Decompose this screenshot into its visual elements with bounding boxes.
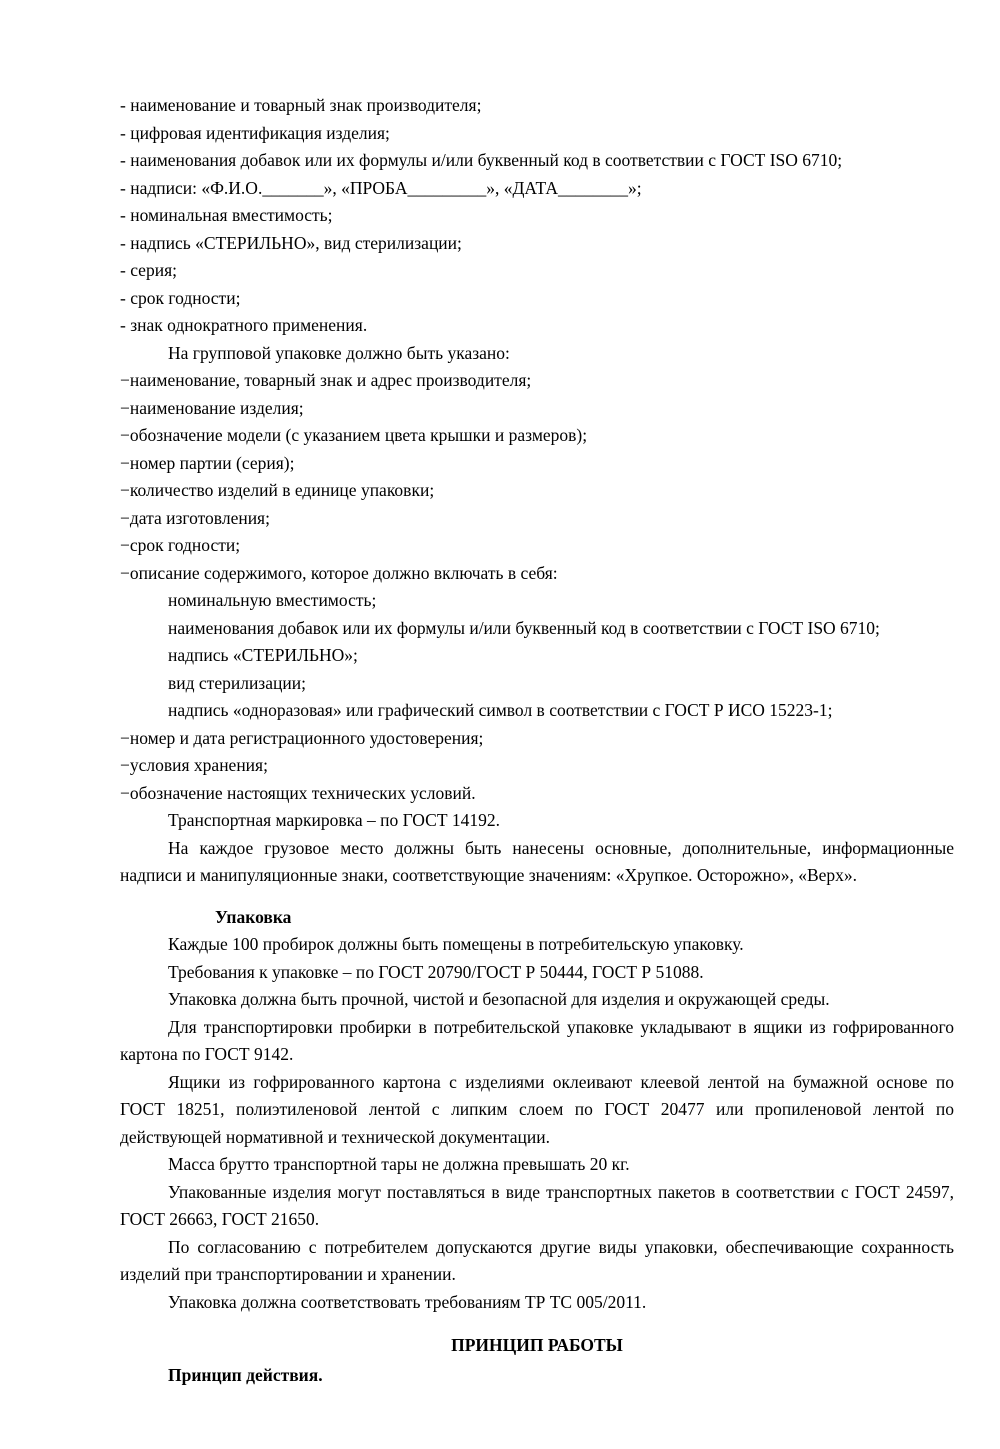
marking-list-item: - наименование и товарный знак производителя; <box>120 95 482 115</box>
group-pack-item: −срок годности; <box>120 535 241 555</box>
packaging-paragraph: Упаковка должна соответствовать требованиям ТР ТС 005/2011. <box>168 1291 647 1312</box>
group-pack-item: −наименование, товарный знак и адрес производителя; <box>120 370 532 390</box>
principle-subheading: Принцип действия. <box>168 1364 323 1385</box>
packaging-paragraph: Требования к упаковке – по ГОСТ 20790/ГОСТ Р 50444, ГОСТ Р 51088. <box>168 961 704 982</box>
group-pack-item: −номер партии (серия); <box>120 452 295 473</box>
group-pack-item: −обозначение модели (с указанием цвета крышки и размеров); <box>120 425 588 445</box>
contents-sublist-item: надпись «одноразовая» или графический символ в соответствии с ГОСТ Р ИСО 15223-1; <box>168 700 833 720</box>
section-heading-principle: ПРИНЦИП РАБОТЫ <box>451 1335 623 1355</box>
packaging-paragraph: По согласованию с потребителем допускаются другие виды упаковки, обеспечивающие сохранность изделий при транспортировании и хранении. <box>120 1236 954 1284</box>
packaging-paragraph: Каждые 100 пробирок должны быть помещены в потребительскую упаковку. <box>168 934 744 954</box>
contents-sublist-item: наименования добавок или их формулы и/или буквенный код в соответствии с ГОСТ ISO 6710; <box>168 617 880 638</box>
marking-list-item: - знак однократного применения. <box>120 315 368 335</box>
marking-list-item: - надпись «СТЕРИЛЬНО», вид стерилизации; <box>120 232 462 253</box>
marking-list-item: - серия; <box>120 260 177 280</box>
marking-list-item: - наименования добавок или их формулы и/или буквенный код в соответствии с ГОСТ ISO 6710; <box>120 150 843 170</box>
packaging-paragraph: Упаковка должна быть прочной, чистой и безопасной для изделия и окружающей среды. <box>168 989 830 1009</box>
marking-list-item: - срок годности; <box>120 287 241 308</box>
group-pack-intro: На групповой упаковке должно быть указано: <box>168 342 510 363</box>
packaging-paragraph: Упакованные изделия могут поставляться в виде транспортных пакетов в соответствии с ГОСТ 24597, ГОСТ 26663, ГОСТ 21650. <box>120 1181 954 1229</box>
group-pack-item: −описание содержимого, которое должно включать в себя: <box>120 562 558 583</box>
group-pack-item: −условия хранения; <box>120 755 268 775</box>
cargo-note-paragraph: На каждое грузовое место должны быть нанесены основные, дополнительные, информационные надписи и манипуляционные знаки, соответствующие значениям: «Хрупкое. Осторожно», «Верх». <box>120 837 954 885</box>
marking-list-item: - номинальная вместимость; <box>120 205 333 225</box>
packaging-paragraph: Ящики из гофрированного картона с изделиями оклеивают клеевой лентой на бумажной основе по ГОСТ 18251, полиэтиленовой лентой с липким слоем по ГОСТ 20477 или пропиленовой лентой по действующей нормативной и технической документации. <box>120 1071 954 1147</box>
marking-list-item: - цифровая идентификация изделия; <box>120 122 390 143</box>
contents-sublist-item: вид стерилизации; <box>168 672 306 693</box>
group-pack-item: −наименование изделия; <box>120 397 304 418</box>
contents-sublist-item: надпись «СТЕРИЛЬНО»; <box>168 645 358 665</box>
section-heading-packaging: Упаковка <box>215 906 292 927</box>
contents-sublist-item: номинальную вместимость; <box>168 590 377 610</box>
packaging-paragraph: Для транспортировки пробирки в потребительской упаковке укладывают в ящики из гофрированного картона по ГОСТ 9142. <box>120 1016 954 1064</box>
group-pack-item: −количество изделий в единице упаковки; <box>120 480 435 500</box>
marking-list-item: - надписи: «Ф.И.О._______», «ПРОБА_________», «ДАТА________»; <box>120 177 642 198</box>
group-pack-item: −дата изготовления; <box>120 507 270 528</box>
transport-marking-paragraph: Транспортная маркировка – по ГОСТ 14192. <box>168 810 501 830</box>
packaging-paragraph: Масса брутто транспортной тары не должна превышать 20 кг. <box>168 1154 630 1174</box>
group-pack-item: −обозначение настоящих технических условий. <box>120 782 476 803</box>
group-pack-item: −номер и дата регистрационного удостоверения; <box>120 727 484 748</box>
